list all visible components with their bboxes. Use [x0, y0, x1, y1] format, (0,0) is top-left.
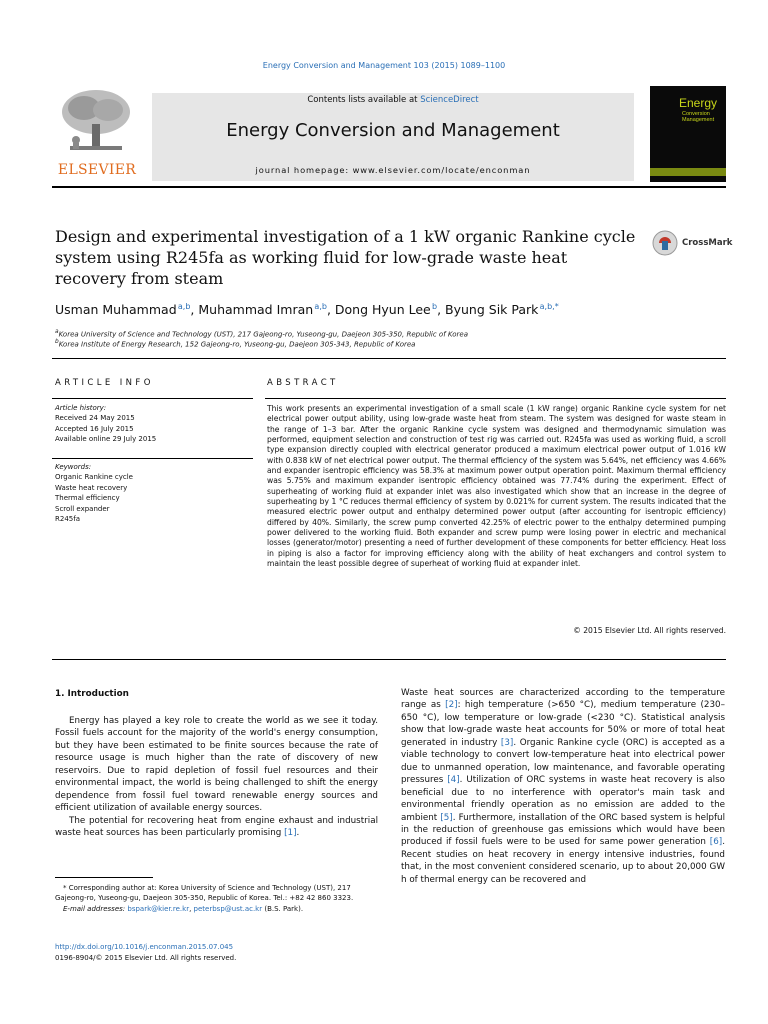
corresponding-author-note: * Corresponding author at: Korea University of Science and Technology (UST), 217 Gajeong-ro, Yuseong-gu, Daejeon 305-350, Republic of Korea. Tel.: +82 42 860 3323. — [55, 884, 354, 903]
affiliation-b — [55, 339, 415, 348]
paragraph-text: The potential for recovering heat from engine exhaust and industrial waste heat sources has been particularly promising — [55, 815, 378, 839]
elsevier-tree-icon — [56, 88, 136, 158]
keyword: Waste heat recovery — [55, 483, 128, 492]
author-affiliation-mark[interactable]: a,b — [314, 302, 327, 311]
keyword: Organic Rankine cycle — [55, 473, 133, 482]
email-label: E-mail addresses: — [63, 904, 128, 913]
abstract-heading: ABSTRACT — [267, 378, 339, 388]
affiliation-mark: b — [55, 339, 59, 345]
abstract-copyright: © 2015 Elsevier Ltd. All rights reserved. — [573, 626, 726, 635]
doi-link[interactable]: http://dx.doi.org/10.1016/j.enconman.2015.07.045 — [55, 943, 234, 951]
issn-copyright: 0196-8904/© 2015 Elsevier Ltd. All rights reserved. — [55, 954, 237, 962]
paragraph — [401, 687, 725, 886]
section-heading: 1. Introduction — [55, 689, 129, 699]
paragraph-text: . Utilization of ORC systems in waste heat recovery is also beneficial due to no interference with operator's main task and environmental friendly operation as no emission are added to the ambient — [401, 775, 726, 823]
accepted-date: Accepted 16 July 2015 — [55, 424, 134, 433]
paragraph-text: : high temperature (>650 °C), medium temperature (230–650 °C), low temperature or low-grade (<230 °C). Statistical analysis show that low-grade waste heat accounts for 50% or more of total heat generated in industry — [401, 700, 725, 748]
contents-prefix: Contents lists available at — [307, 95, 421, 105]
crossmark-button[interactable] — [652, 230, 732, 258]
cover-subtitle-2: Management — [682, 117, 715, 123]
journal-homepage-link[interactable]: journal homepage: www.elsevier.com/locate/enconman — [255, 165, 531, 175]
author-name[interactable]: Usman Muhammad — [55, 302, 177, 318]
keyword: Scroll expander — [55, 504, 110, 513]
abstract-divider — [265, 398, 726, 399]
history-label: Article history: — [55, 404, 107, 412]
email-link[interactable]: bspark@kier.re.kr — [127, 904, 190, 913]
author-name[interactable]: Dong Hyun Lee — [334, 302, 431, 318]
author-affiliation-mark[interactable]: b — [432, 302, 438, 311]
citation-link[interactable]: [2] — [445, 700, 458, 711]
abstract-end-divider — [52, 659, 726, 660]
cover-title: Energy — [679, 96, 718, 110]
email-owner: (B.S. Park). — [262, 904, 304, 913]
cover-subtitle-1: Conversion — [682, 111, 710, 117]
keyword: Thermal efficiency — [55, 494, 120, 503]
article-info-heading: ARTICLE INFO — [55, 378, 154, 388]
journal-cover-image — [650, 86, 726, 182]
journal-reference-link[interactable]: Energy Conversion and Management 103 (2015) 1089–1100 — [262, 61, 506, 70]
paragraph-text: Waste heat sources are characterized according to the temperature range as — [401, 688, 725, 711]
citation-link[interactable]: [4] — [447, 775, 460, 786]
keyword: R245fa — [55, 515, 80, 524]
keywords-list — [55, 462, 133, 524]
paragraph: Energy has played a key role to create the world as we see it today. Fossil fuels account for the majority of the world's energy consumption, but they have been estimated to be finite sources because the rate of resource usage is much higher than the rate of discovery of new reservoirs. Due to rapid depletion of fossil fuel resources and their environmental impact, the world is being challenged to shift the energy dependence from fossil fuel toward renewable energy sources and efficient utilization of available energy sources. — [55, 716, 378, 814]
citation-link[interactable]: [6] — [709, 837, 723, 848]
elsevier-logo — [52, 88, 142, 180]
header-divider — [52, 186, 726, 188]
footnote-divider — [55, 877, 153, 878]
citation-link[interactable]: [3] — [500, 737, 514, 748]
info-divider — [52, 398, 253, 399]
info-divider — [52, 458, 253, 459]
paragraph-text: . Organic Rankine cycle (ORC) is accepted as a viable technology to convert low-temperature heat into electrical power due to unmanned operation, low maintenance, and favorable operating pressures — [401, 737, 726, 786]
keywords-label: Keywords: — [55, 463, 92, 471]
affiliation-text: Korea Institute of Energy Research, 152 Gajeong-ro, Yuseong-gu, Daejeon 305-343, Republic of Korea — [58, 340, 416, 349]
affiliation-mark: a — [55, 329, 59, 335]
online-date: Available online 29 July 2015 — [55, 435, 157, 444]
sciencedirect-link[interactable]: ScienceDirect — [420, 95, 479, 105]
author-affiliation-mark[interactable]: a,b — [177, 302, 191, 311]
footnote — [55, 883, 380, 914]
article-title: Design and experimental investigation of a 1 kW organic Rankine cycle system using R245fa as working fluid for low-grade waste heat recovery from steam — [55, 227, 636, 288]
affiliation-a — [55, 329, 468, 338]
journal-title: Energy Conversion and Management — [226, 120, 560, 141]
journal-header-box — [152, 93, 634, 181]
crossmark-label: CrossMark — [682, 238, 733, 248]
received-date: Received 24 May 2015 — [55, 414, 135, 423]
elsevier-wordmark: ELSEVIER — [57, 162, 137, 178]
article-history — [55, 403, 156, 445]
cover-band — [650, 168, 726, 176]
paragraph-text: . Furthermore, installation of the ORC based system is helpful in the reduction of greenhouse gas emissions which would have been produced if fossil fuels were to be used for same power generation — [401, 812, 726, 848]
body-column-left — [55, 715, 378, 840]
paragraph-text: . Recent studies on heat recovery in energy intensive industries, found that, in the most convenient considered scenario, up to about 20,000 GW h of thermal energy can be recovered and — [401, 837, 725, 885]
title-divider — [52, 358, 726, 359]
citation-link[interactable]: [5] — [440, 812, 453, 823]
author-name[interactable]: Byung Sik Park — [445, 302, 539, 318]
paragraph — [55, 815, 378, 840]
citation-link[interactable]: [1] — [284, 828, 297, 839]
email-line — [55, 904, 380, 914]
author-affiliation-mark[interactable]: a,b,* — [539, 302, 559, 311]
abstract-body: This work presents an experimental investigation of a small scale (1 kW range) organic Rankine cycle system for net electrical power output ability, using low-grade waste heat from steam. The system was designed for waste steam in the range of 1–3 bar. After the organic Rankine cycle system was designed and thermodynamic simulation was performed, equipment selection and construction of test rig was carried out. R245fa was used as working fluid, a scroll type expansion directly coupled with electrical generator produced a maximum electrical power output of 1.016 kW with 0.838 kW of net electrical power output. The thermal efficiency of the system was 5.64%, net efficiency was 4.66% and expander isentropic efficiency was 58.3% at maximum power output operation point. Maximum thermal efficiency was 5.75% and maximum expander isentropic efficiency obtained was 77.74% during the experiment. Effect of superheating of working fluid at expander inlet was also investigated which show that an increase in the degree of superheating by 1 °C reduces thermal efficiency of system by 0.021% for current system. The results indicated that the measured electric power output and enthalpy determined power output (after accounting for isentropic efficiency) differed by 40%. Similarly, the screw pump converted 42.25% of electric power to the enthalpy determined pumping power delivered to the working fluid. Both expander and screw pump were losing power in electric and mechanical losses (generator/motor) presenting a need of further development of these components for better efficiency. Heat loss in piping is also a factor for improving efficiency along with the ability of heat exchangers and control system to maintain the least possible degree of superheat of working fluid at expander inlet. — [267, 404, 726, 569]
contents-line — [152, 95, 634, 105]
affiliation-text: Korea University of Science and Technology (UST), 217 Gajeong-ro, Yuseong-gu, Daejeon 305-350, Republic of Korea — [58, 330, 468, 339]
cover-subtitle — [682, 111, 714, 123]
email-link[interactable]: peterbsp@ust.ac.kr — [193, 904, 263, 913]
body-column-right — [401, 687, 725, 886]
author-name[interactable]: Muhammad Imran — [198, 302, 314, 318]
email-separator: , — [189, 904, 194, 913]
crossmark-icon — [652, 230, 678, 256]
author-list: Usman Muhammad $^{a,b}$, Muhammad Imran $^{a,b}$, Dong Hyun Lee $^b$, Byung Sik Park $^{a,b,*}$ — [55, 302, 559, 318]
paragraph-text: . — [296, 828, 300, 839]
